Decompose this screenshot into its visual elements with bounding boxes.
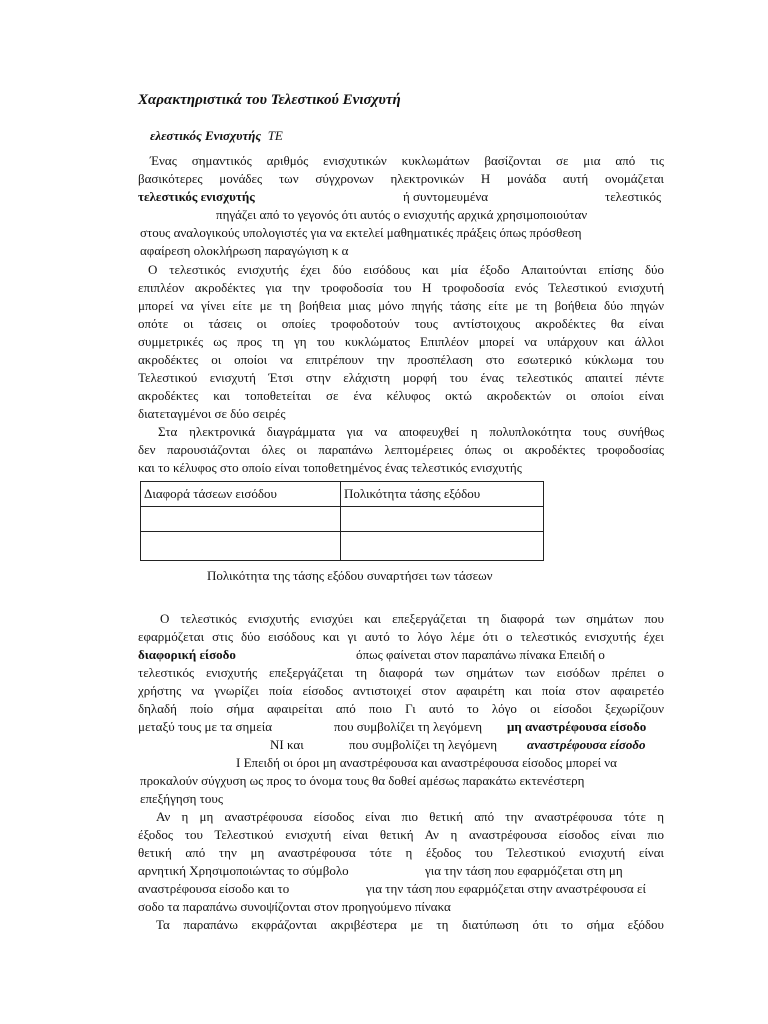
table-cell bbox=[141, 532, 341, 561]
paragraph-line: έξοδος του Τελεστικού ενισχυτή είναι θετική Αν η αναστρέφουσα είσοδος είναι πιο bbox=[138, 827, 664, 842]
table-header-row bbox=[141, 482, 544, 507]
page-title: Χαρακτηριστικά του Τελεστικού Ενισχυτή bbox=[138, 92, 401, 108]
paragraph-line: ακροδέκτες και τοποθετείται σε ένα κέλυφος οκτώ ακροδεκτών οι οποίοι είναι bbox=[138, 388, 664, 403]
paragraph-line-fragment: όπως φαίνεται στον παραπάνω πίνακα Επειδή ο bbox=[356, 647, 605, 662]
bold-term: μη αναστρέφουσα είσοδο bbox=[507, 719, 647, 734]
table-caption: Πολικότητα της τάσης εξόδου συναρτήσει των τάσεων bbox=[207, 568, 493, 583]
paragraph-line-fragment: που συμβολίζει τη λεγόμενη bbox=[349, 737, 498, 752]
bold-term: τελεστικός ενισχυτής bbox=[138, 189, 255, 204]
bold-term: αναστρέφουσα είσοδο bbox=[527, 737, 646, 752]
section-heading-abbr: ΤΕ bbox=[267, 128, 283, 143]
table-header-cell: Διαφορά τάσεων εισόδου bbox=[141, 482, 341, 507]
paragraph-line-fragment: ή συντομευμένα bbox=[403, 189, 489, 204]
paragraph-line: σοδο τα παραπάνω συνοψίζονται στον προηγούμενο πίνακα bbox=[138, 899, 451, 914]
paragraph-line: προκαλούν σύγχυση ως προς το όνομα τους θα δοθεί αμέσως παρακάτω εκτενέστερη bbox=[140, 773, 585, 788]
paragraph-line-fragment: για την τάση που εφαρμόζεται στην αναστρέφουσα εί bbox=[366, 881, 646, 896]
paragraph-line-fragment: που συμβολίζει τη λεγόμενη bbox=[334, 719, 483, 734]
table-header-cell: Πολικότητα τάσης εξόδου bbox=[341, 482, 544, 507]
paragraph-line: στους αναλογικούς υπολογιστές για να εκτελεί μαθηματικές πράξεις όπως πρόσθεση bbox=[140, 225, 582, 240]
polarity-table bbox=[140, 481, 544, 561]
paragraph-line: επεξήγηση τους bbox=[140, 791, 223, 806]
paragraph-line: χρήστης να γνωρίζει ποία είσοδος αντιστοιχεί στον αφαιρέτη και ποία στον αφαιρετέο bbox=[138, 683, 664, 698]
paragraph-line: βασικότερες μονάδες των σύγχρονων ηλεκτρονικών Η μονάδα αυτή ονομάζεται bbox=[138, 171, 664, 186]
paragraph-line: τελεστικός ενισχυτής επεξεργάζεται τη διαφορά των σημάτων των εισόδων πρέπει ο bbox=[138, 665, 664, 680]
paragraph-line: επιπλέον ακροδέκτες για την τροφοδοσία του Η τροφοδοσία ενός Τελεστικού ενισχυτή bbox=[138, 280, 664, 295]
paragraph-line: Στα ηλεκτρονικά διαγράμματα για να αποφευχθεί η πολυπλοκότητα τους συνήθως bbox=[158, 424, 664, 439]
paragraph-line: Ένας σημαντικός αριθμός ενισχυτικών κυκλωμάτων βασίζονται σε μια από τις bbox=[150, 153, 664, 168]
table-cell bbox=[341, 532, 544, 561]
paragraph-line: Ο τελεστικός ενισχυτής ενισχύει και επεξεργάζεται τη διαφορά των σημάτων που bbox=[160, 611, 664, 626]
paragraph-line: αφαίρεση ολοκλήρωση παραγώγιση κ α bbox=[140, 243, 349, 258]
paragraph-line: μπορεί να γίνει είτε με τη βοήθεια μιας μόνο πηγής τάσης είτε με τη βοήθεια δύο πηγών bbox=[138, 298, 664, 313]
paragraph-line: Τα παραπάνω εκφράζονται ακριβέστερα με τη διατύπωση ότι το σήμα εξόδου bbox=[156, 917, 664, 932]
paragraph-line: Αν η μη αναστρέφουσα είσοδος είναι πιο θετική από την αναστρέφουσα τότε η bbox=[156, 809, 664, 824]
paragraph-line: και το κέλυφος στο οποίο είναι τοποθετημένος ένας τελεστικός ενισχυτής bbox=[138, 460, 522, 475]
paragraph-line: πηγάζει από το γεγονός ότι αυτός ο ενισχυτής αρχικά χρησιμοποιούταν bbox=[216, 207, 588, 222]
paragraph-line: εφαρμόζεται στις δύο εισόδους και γι αυτό το λόγο λέμε ότι ο τελεστικός ενισχυτής έχει bbox=[138, 629, 664, 644]
table-row bbox=[141, 507, 544, 532]
table-cell bbox=[141, 507, 341, 532]
paragraph-line: Ι Επειδή οι όροι μη αναστρέφουσα και αναστρέφουσα είσοδος μπορεί να bbox=[236, 755, 617, 770]
paragraph-line: θετική από την μη αναστρέφουσα τότε η έξοδος του Τελεστικού ενισχυτή είναι bbox=[138, 845, 664, 860]
paragraph-line bbox=[138, 188, 255, 206]
bold-term: διαφορική είσοδο bbox=[138, 647, 236, 662]
paragraph-line: συμμετρικές ως προς τη γη του κυκλώματος Επιπλέον μπορεί να υπάρχουν και άλλοι bbox=[138, 334, 664, 349]
paragraph-line: ακροδέκτες οι οποίοι να επιτρέπουν την προσπέλαση στο εσωτερικό κύκλωμα του bbox=[138, 352, 664, 367]
table-row bbox=[141, 532, 544, 561]
paragraph-line: δηλαδή ποίο σήμα αφαιρείται από ποιο Γι αυτό το λόγο οι είσοδοι ξεχωρίζουν bbox=[138, 701, 664, 716]
paragraph-line: διατεταγμένοι σε δύο σειρές bbox=[138, 406, 286, 421]
paragraph-line-fragment: για την τάση που εφαρμόζεται στη μη bbox=[425, 863, 623, 878]
section-heading-main: ελεστικός Ενισχυτής bbox=[150, 128, 262, 143]
table-cell bbox=[341, 507, 544, 532]
paragraph-line: οπότε οι τάσεις οι οποίες τροφοδοτούν τους αντίστοιχους ακροδέκτες θα είναι bbox=[138, 316, 664, 331]
paragraph-line-fragment: αρνητική Χρησιμοποιώντας το σύμβολο bbox=[138, 863, 349, 878]
paragraph-line: δεν παρουσιάζονται όλες οι παραπάνω λεπτομέρειες όπως οι ακροδέκτες τροφοδοσίας bbox=[138, 442, 664, 457]
paragraph-line-fragment: ΝΙ και bbox=[270, 737, 304, 752]
paragraph-line-fragment: αναστρέφουσα είσοδο και το bbox=[138, 881, 290, 896]
paragraph-line-fragment: τελεστικός bbox=[605, 189, 662, 204]
paragraph-line: Ο τελεστικός ενισχυτής έχει δύο εισόδους και μία έξοδο Απαιτούνται επίσης δύο bbox=[148, 262, 664, 277]
paragraph-line-fragment: μεταξύ τους με τα σημεία bbox=[138, 719, 273, 734]
section-heading bbox=[150, 128, 283, 144]
paragraph-line bbox=[138, 646, 236, 664]
paragraph-line: Τελεστικού ενισχυτή Έτσι στην ελάχιστη μορφή του ένας τελεστικός απαιτεί πέντε bbox=[138, 370, 664, 385]
